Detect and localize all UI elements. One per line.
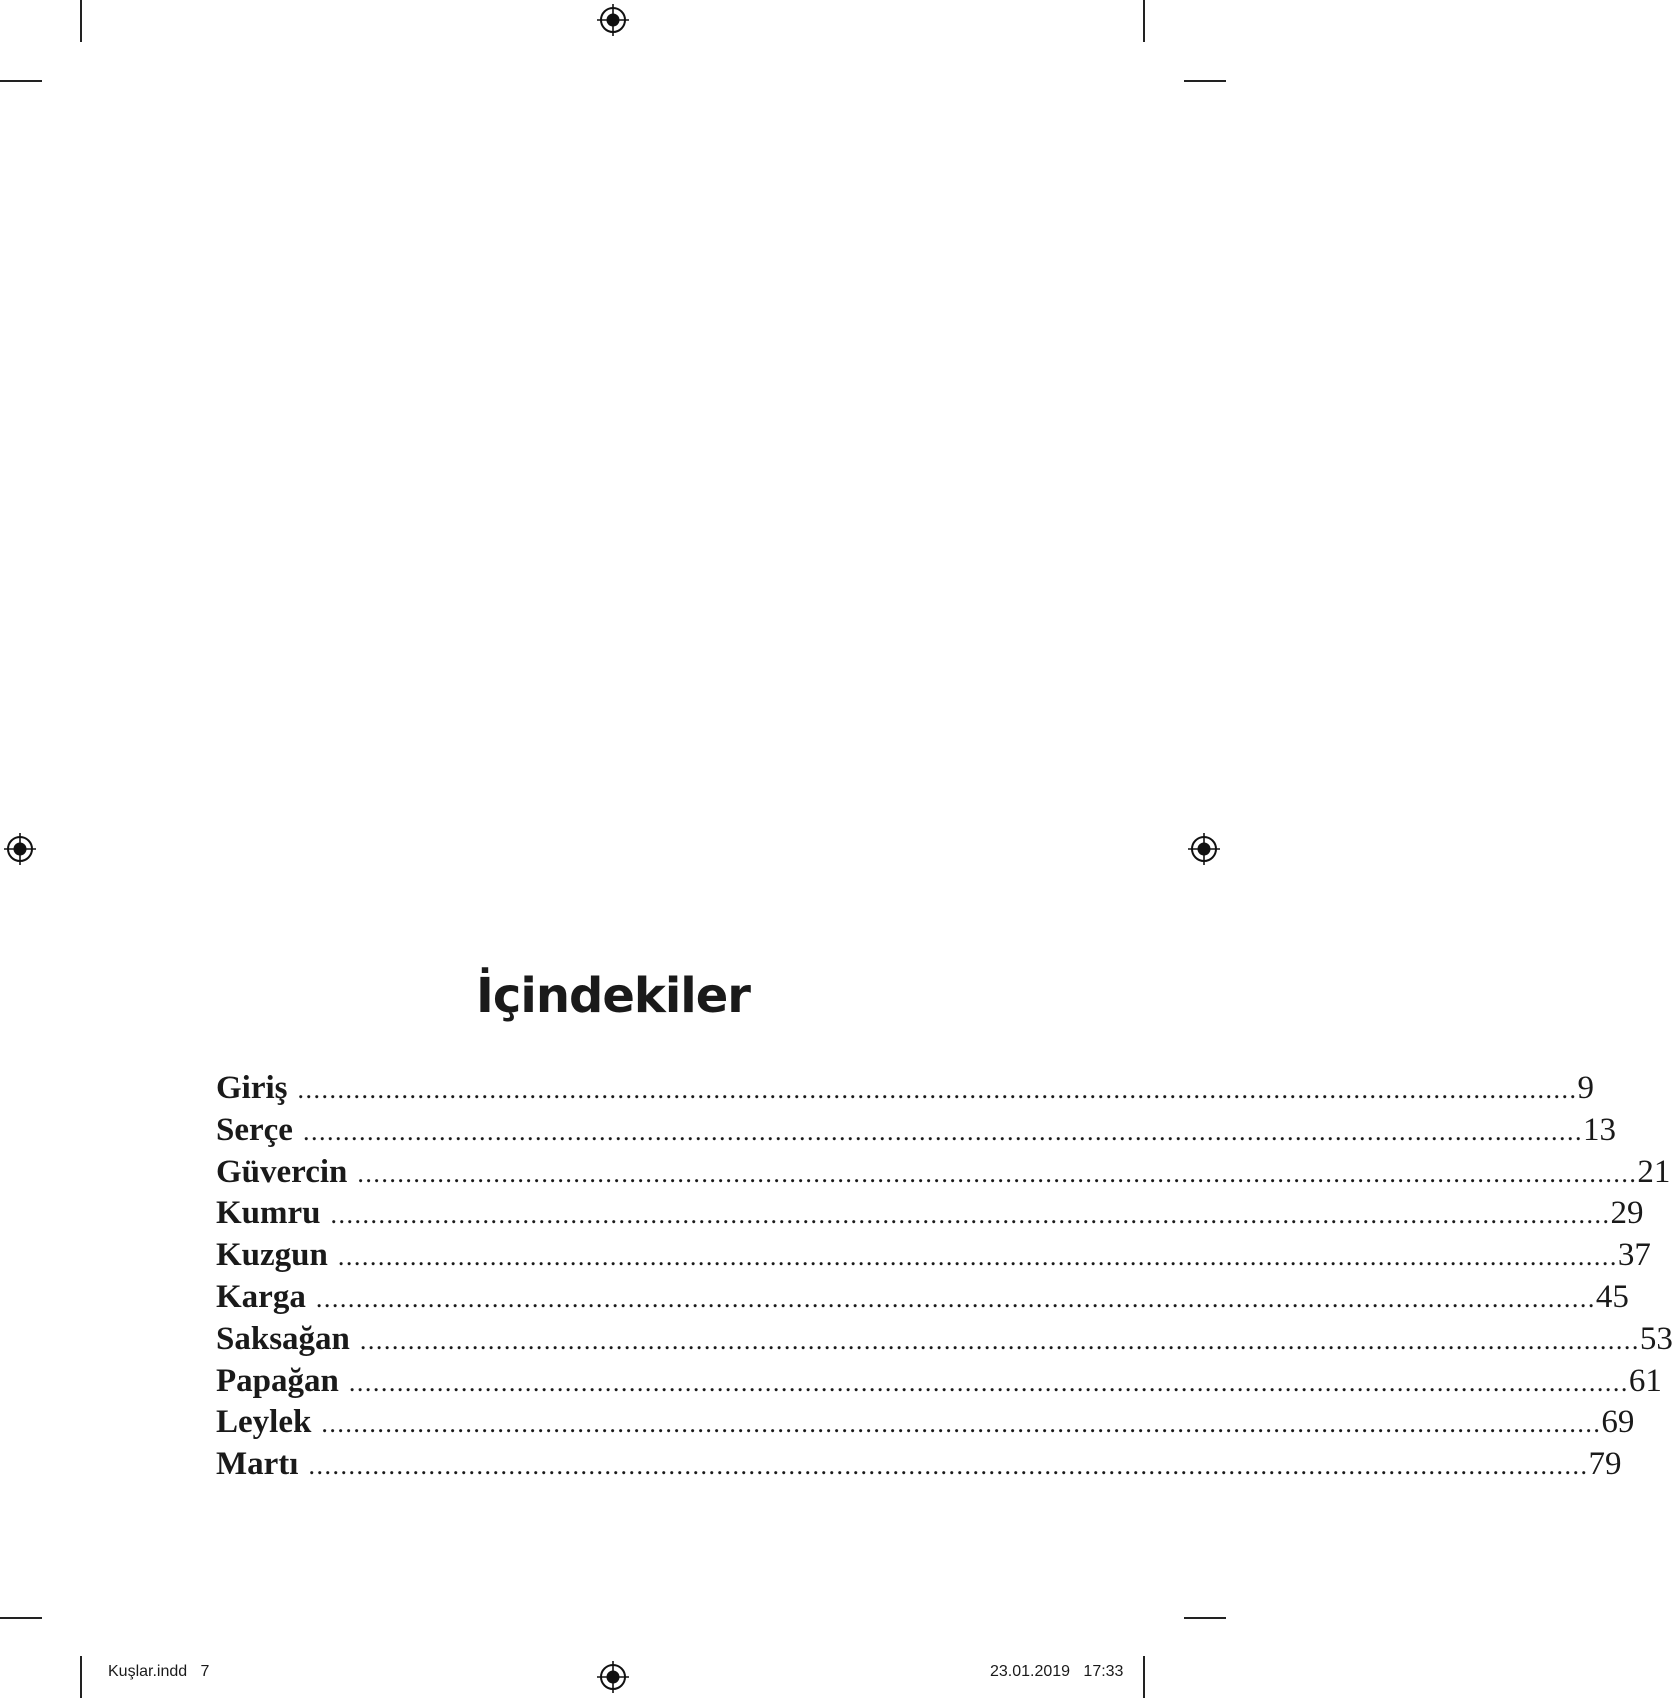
toc-dot-leader: ................................................................................................................................................................ xyxy=(315,1283,1596,1313)
toc-entry[interactable] xyxy=(216,1193,1644,1235)
toc-dot-leader: ................................................................................................................................................................ xyxy=(357,1158,1638,1188)
toc-entry-page: 61 xyxy=(1628,1362,1662,1399)
toc-entry-label: Kuzgun xyxy=(216,1237,328,1274)
toc-dot-leader: ................................................................................................................................................................ xyxy=(308,1451,1589,1481)
toc-entry-label: Papağan xyxy=(216,1362,339,1399)
toc-entry-page: 21 xyxy=(1637,1153,1671,1190)
crop-mark-top-left-vertical xyxy=(80,0,82,42)
toc-entry-page: 53 xyxy=(1639,1320,1673,1357)
toc-entry[interactable] xyxy=(216,1402,1635,1444)
toc-entry-label: Serçe xyxy=(216,1111,293,1148)
toc-entry-page: 45 xyxy=(1595,1278,1629,1315)
toc-dot-leader: ................................................................................................................................................................ xyxy=(321,1409,1602,1439)
toc-entry-page: 79 xyxy=(1588,1446,1622,1483)
crop-mark-bottom-left-vertical xyxy=(80,1656,82,1698)
toc-entry-page: 69 xyxy=(1601,1404,1635,1441)
toc-entry-page: 29 xyxy=(1610,1195,1644,1232)
crop-mark-bottom-right-vertical xyxy=(1143,1656,1145,1698)
toc-entry-page: 37 xyxy=(1617,1237,1651,1274)
toc-dot-leader: ................................................................................................................................................................ xyxy=(348,1367,1629,1397)
slug-date-time: 23.01.2019 17:33 xyxy=(990,1663,1124,1680)
slug-file-info: Kuşlar.indd 7 xyxy=(108,1663,210,1680)
registration-mark-icon xyxy=(1188,833,1220,865)
toc-title: İçindekiler xyxy=(476,968,750,1024)
toc-entry-page: 13 xyxy=(1582,1111,1616,1148)
toc-list xyxy=(216,1068,1673,1486)
toc-entry-label: Leylek xyxy=(216,1404,312,1441)
toc-entry[interactable] xyxy=(216,1444,1622,1486)
crop-mark-bottom-left-horizontal xyxy=(0,1617,42,1619)
toc-entry[interactable] xyxy=(216,1277,1629,1319)
toc-entry-label: Giriş xyxy=(216,1070,288,1106)
crop-mark-bottom-right-horizontal xyxy=(1184,1617,1226,1619)
toc-entry-label: Karga xyxy=(216,1278,306,1315)
toc-entry[interactable] xyxy=(216,1152,1671,1194)
registration-mark-icon xyxy=(597,4,629,36)
toc-dot-leader: ................................................................................................................................................................ xyxy=(297,1075,1578,1104)
toc-dot-leader: ................................................................................................................................................................ xyxy=(302,1116,1583,1146)
toc-dot-leader: ................................................................................................................................................................ xyxy=(330,1200,1611,1230)
crop-mark-top-left-horizontal xyxy=(0,80,42,82)
toc-entry[interactable] xyxy=(216,1068,1594,1110)
toc-dot-leader: ................................................................................................................................................................ xyxy=(359,1325,1640,1355)
toc-entry-label: Martı xyxy=(216,1446,299,1483)
toc-entry-label: Saksağan xyxy=(216,1320,350,1357)
toc-entry[interactable] xyxy=(216,1319,1673,1361)
toc-dot-leader: ................................................................................................................................................................ xyxy=(337,1242,1618,1272)
registration-mark-icon xyxy=(4,833,36,865)
toc-entry[interactable] xyxy=(216,1361,1662,1403)
crop-mark-top-right-vertical xyxy=(1143,0,1145,42)
toc-entry[interactable] xyxy=(216,1235,1651,1277)
toc-entry-label: Güvercin xyxy=(216,1153,348,1190)
toc-entry-page: 9 xyxy=(1577,1070,1594,1106)
toc-entry[interactable] xyxy=(216,1110,1616,1152)
crop-mark-top-right-horizontal xyxy=(1184,80,1226,82)
registration-mark-icon xyxy=(597,1661,629,1693)
toc-entry-label: Kumru xyxy=(216,1195,321,1232)
